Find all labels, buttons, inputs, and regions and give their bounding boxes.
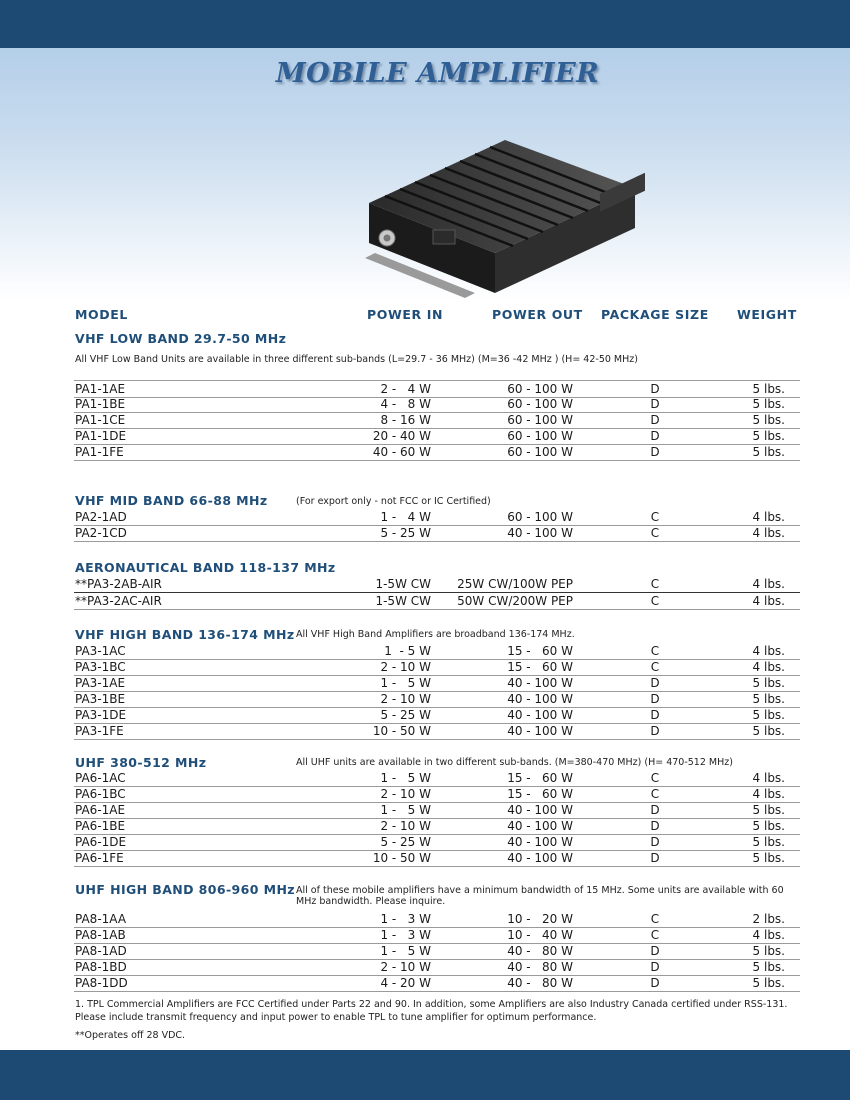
header-model: MODEL (75, 307, 128, 322)
cell-model: PA3-1FE (75, 724, 124, 738)
cell-power-in: 8 - 16 W (380, 413, 431, 427)
cell-model: PA8-1AA (75, 912, 127, 926)
cell-power-out: 40 - 100 W (507, 692, 573, 706)
cell-package: D (650, 382, 660, 396)
cell-power-in: 10 - 50 W (372, 724, 431, 738)
cell-power-in: 2 - 10 W (380, 819, 431, 833)
cell-power-out: 40 - 100 W (507, 708, 573, 722)
cell-package: D (650, 413, 660, 427)
cell-weight: 5 lbs. (752, 692, 785, 706)
cell-weight: 5 lbs. (752, 445, 785, 459)
cell-power-in: 20 - 40 W (372, 429, 431, 443)
cell-power-out: 40 - 100 W (507, 724, 573, 738)
table-row (74, 943, 800, 960)
cell-package: D (650, 944, 660, 958)
table-row (74, 786, 800, 803)
cell-weight: 5 lbs. (752, 803, 785, 817)
cell-weight: 5 lbs. (752, 397, 785, 411)
cell-power-in: 5 - 25 W (380, 708, 431, 722)
cell-power-in: 4 - 8 W (380, 397, 431, 411)
table-row (74, 691, 800, 708)
cell-weight: 5 lbs. (752, 976, 785, 990)
table-row (74, 396, 800, 413)
cell-package: C (650, 912, 660, 926)
cell-power-out: 40 - 100 W (507, 819, 573, 833)
table-row (74, 444, 800, 461)
cell-model: PA8-1AD (75, 944, 127, 958)
cell-model: PA1-1CE (75, 413, 126, 427)
cell-model: PA6-1DE (75, 835, 127, 849)
cell-power-out: 40 - 80 W (507, 944, 573, 958)
cell-weight: 4 lbs. (752, 928, 785, 942)
cell-power-in: 10 - 50 W (372, 851, 431, 865)
table-row (74, 428, 800, 445)
table-row (74, 927, 800, 944)
cell-power-out: 60 - 100 W (507, 510, 573, 524)
cell-power-out: 40 - 100 W (507, 851, 573, 865)
cell-power-in: 40 - 60 W (372, 445, 431, 459)
header-weight: WEIGHT (737, 307, 797, 322)
amplifier-photo (355, 118, 645, 303)
cell-power-out: 50W CW/200W PEP (457, 594, 573, 608)
cell-package: D (650, 708, 660, 722)
cell-power-in: 1 - 5 W (380, 803, 431, 817)
cell-power-out: 60 - 100 W (507, 429, 573, 443)
cell-model: PA6-1BE (75, 819, 126, 833)
cell-weight: 5 lbs. (752, 819, 785, 833)
cell-power-out: 60 - 100 W (507, 445, 573, 459)
cell-package: C (650, 771, 660, 785)
cell-power-out: 25W CW/100W PEP (457, 577, 573, 591)
cell-power-out: 60 - 100 W (507, 382, 573, 396)
cell-weight: 5 lbs. (752, 835, 785, 849)
cell-package: D (650, 819, 660, 833)
cell-weight: 4 lbs. (752, 526, 785, 540)
cell-package: D (650, 851, 660, 865)
cell-power-out: 15 - 60 W (507, 787, 573, 801)
cell-package: C (650, 594, 660, 608)
table-row (74, 412, 800, 429)
cell-power-in: 1 - 4 W (380, 510, 431, 524)
cell-model: PA6-1AC (75, 771, 126, 785)
cell-model: PA1-1AE (75, 382, 126, 396)
cell-weight: 5 lbs. (752, 382, 785, 396)
cell-weight: 5 lbs. (752, 944, 785, 958)
page-title: MOBILE AMPLIFIER (275, 58, 600, 89)
cell-weight: 5 lbs. (752, 676, 785, 690)
cell-model: PA8-1DD (75, 976, 128, 990)
cell-power-out: 15 - 60 W (507, 644, 573, 658)
cell-package: C (650, 526, 660, 540)
cell-power-out: 40 - 80 W (507, 960, 573, 974)
cell-package: D (650, 429, 660, 443)
cell-power-in: 5 - 25 W (380, 526, 431, 540)
table-row (74, 818, 800, 835)
cell-package: D (650, 397, 660, 411)
cell-weight: 4 lbs. (752, 771, 785, 785)
section-note: All VHF Low Band Units are available in three different sub-bands (L=29.7 - 36 MHz) (M=36 -42 MHz ) (H= 42-50 MHz) (75, 354, 638, 365)
cell-power-in: 2 - 4 W (380, 382, 431, 396)
cell-power-in: 2 - 10 W (380, 660, 431, 674)
header-package-size: PACKAGE SIZE (601, 307, 709, 322)
section-note: All UHF units are available in two different sub-bands. (M=380-470 MHz) (H= 470-512 MHz) (296, 757, 733, 768)
section-title: UHF 380-512 MHz (75, 755, 207, 770)
table-row (74, 592, 800, 610)
section-title: VHF HIGH BAND 136-174 MHz (75, 627, 295, 642)
section-note: All of these mobile amplifiers have a minimum bandwidth of 15 MHz. Some units are available with 60 MHz bandwidth. Please inquire. (296, 885, 784, 907)
cell-package: C (650, 928, 660, 942)
table-row (74, 911, 800, 928)
cell-package: C (650, 787, 660, 801)
cell-model: PA6-1AE (75, 803, 126, 817)
table-row (74, 643, 800, 660)
cell-power-out: 15 - 60 W (507, 660, 573, 674)
cell-weight: 4 lbs. (752, 510, 785, 524)
cell-weight: 5 lbs. (752, 413, 785, 427)
cell-weight: 5 lbs. (752, 851, 785, 865)
section-title: VHF MID BAND 66-88 MHz (75, 493, 268, 508)
cell-model: **PA3-2AC-AIR (75, 594, 162, 608)
cell-power-in: 4 - 20 W (380, 976, 431, 990)
cell-weight: 4 lbs. (752, 577, 785, 591)
table-row (74, 509, 800, 526)
cell-package: C (650, 660, 660, 674)
section-title: VHF LOW BAND 29.7-50 MHz (75, 331, 287, 346)
cell-power-out: 40 - 100 W (507, 803, 573, 817)
cell-weight: 2 lbs. (752, 912, 785, 926)
cell-power-in: 2 - 10 W (380, 692, 431, 706)
cell-model: PA3-1AC (75, 644, 126, 658)
cell-model: PA2-1AD (75, 510, 127, 524)
cell-package: D (650, 803, 660, 817)
cell-power-out: 40 - 100 W (507, 676, 573, 690)
cell-model: PA3-1AE (75, 676, 126, 690)
table-row (74, 723, 800, 740)
cell-power-out: 60 - 100 W (507, 397, 573, 411)
header-power-out: POWER OUT (492, 307, 583, 322)
cell-power-in: 1 - 5 W (380, 676, 431, 690)
cell-model: PA6-1BC (75, 787, 126, 801)
table-row (74, 975, 800, 992)
cell-package: D (650, 692, 660, 706)
cell-package: C (650, 644, 660, 658)
top-banner (0, 0, 850, 48)
cell-model: PA2-1CD (75, 526, 127, 540)
cell-power-in: 1 - 5 W (380, 944, 431, 958)
cell-power-in: 1-5W CW (375, 594, 431, 608)
cell-weight: 5 lbs. (752, 724, 785, 738)
section-title: AERONAUTICAL BAND 118-137 MHz (75, 560, 336, 575)
table-row (74, 707, 800, 724)
section-note: All VHF High Band Amplifiers are broadband 136-174 MHz. (296, 629, 575, 640)
bottom-banner (0, 1050, 850, 1100)
cell-power-out: 15 - 60 W (507, 771, 573, 785)
footnote-certification: 1. TPL Commercial Amplifiers are FCC Certified under Parts 22 and 90. In addition, some Amplifiers are also Industry Canada certified under RSS-131. Please include transmit frequency and input power to enable TPL to tune amplifier for optimum performance. (75, 999, 788, 1023)
cell-power-out: 40 - 100 W (507, 526, 573, 540)
cell-weight: 4 lbs. (752, 594, 785, 608)
cell-model: PA8-1BD (75, 960, 127, 974)
cell-model: PA1-1FE (75, 445, 124, 459)
section-note: (For export only - not FCC or IC Certified) (296, 496, 491, 507)
cell-model: PA3-1DE (75, 708, 127, 722)
table-row (74, 959, 800, 976)
cell-model: PA3-1BC (75, 660, 126, 674)
cell-model: PA1-1BE (75, 397, 126, 411)
cell-weight: 5 lbs. (752, 429, 785, 443)
cell-weight: 4 lbs. (752, 660, 785, 674)
cell-package: D (650, 976, 660, 990)
cell-power-in: 5 - 25 W (380, 835, 431, 849)
cell-package: D (650, 960, 660, 974)
cell-power-out: 10 - 20 W (507, 912, 573, 926)
cell-power-in: 2 - 10 W (380, 960, 431, 974)
cell-package: D (650, 445, 660, 459)
table-row (74, 802, 800, 819)
cell-power-in: 1 - 3 W (380, 928, 431, 942)
cell-power-out: 40 - 100 W (507, 835, 573, 849)
cell-package: D (650, 676, 660, 690)
cell-package: D (650, 724, 660, 738)
cell-weight: 5 lbs. (752, 708, 785, 722)
cell-power-out: 10 - 40 W (507, 928, 573, 942)
cell-power-in: 1-5W CW (375, 577, 431, 591)
table-row (74, 525, 800, 542)
cell-package: C (650, 510, 660, 524)
cell-power-out: 40 - 80 W (507, 976, 573, 990)
table-row (74, 834, 800, 851)
cell-weight: 5 lbs. (752, 960, 785, 974)
cell-model: PA3-1BE (75, 692, 126, 706)
cell-model: PA6-1FE (75, 851, 124, 865)
table-row (74, 675, 800, 692)
cell-power-in: 2 - 10 W (380, 787, 431, 801)
cell-power-out: 60 - 100 W (507, 413, 573, 427)
section-title: UHF HIGH BAND 806-960 MHz (75, 882, 295, 897)
cell-package: D (650, 835, 660, 849)
header-power-in: POWER IN (367, 307, 444, 322)
cell-weight: 4 lbs. (752, 787, 785, 801)
footnote-voltage: **Operates off 28 VDC. (75, 1030, 186, 1041)
cell-power-in: 1 - 5 W (380, 771, 431, 785)
cell-power-in: 1 - 5 W (384, 644, 431, 658)
cell-model: PA1-1DE (75, 429, 127, 443)
cell-power-in: 1 - 3 W (380, 912, 431, 926)
cell-weight: 4 lbs. (752, 644, 785, 658)
table-row (74, 576, 800, 593)
table-row (74, 770, 800, 787)
table-row (74, 850, 800, 867)
cell-package: C (650, 577, 660, 591)
cell-model: **PA3-2AB-AIR (75, 577, 162, 591)
table-row (74, 659, 800, 676)
cell-model: PA8-1AB (75, 928, 126, 942)
